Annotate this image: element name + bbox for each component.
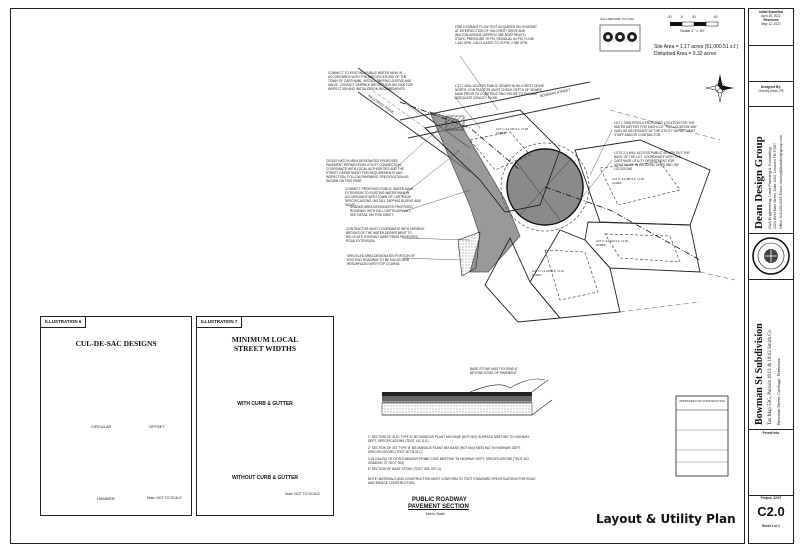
scale-tick-1: 0 bbox=[681, 15, 683, 19]
permit-label: Permit Info bbox=[762, 431, 780, 435]
cul-de-sac-label-offset: OFFSET bbox=[149, 424, 165, 429]
lot-label-3: LOT 3 / 12,810 S.F. / 0.29 ACRES bbox=[596, 239, 628, 247]
pavement-item-2: 2" SECTION OF 307 TYPE 'B' BITUMINOUS PLANT MIX BASE (HOT MIX) MEETING TN HIGHWAY DEPT. SPECIFICATIONS (TDOT 307-B-M-C) bbox=[368, 445, 522, 454]
project-number: Project: 22/07 bbox=[760, 496, 782, 500]
lot-label-2: LOT 2 / 12,480 S.F. / 0.29 ACRES bbox=[612, 177, 644, 185]
scale-label: Scale 1" = 30' bbox=[680, 28, 705, 33]
title-block bbox=[748, 8, 794, 544]
street-label-bowman: BOWMAN STREET bbox=[539, 87, 571, 99]
revisions-label: Revisions bbox=[763, 17, 779, 22]
cul-de-sac-label-hammer: HAMMER bbox=[97, 496, 115, 501]
permit-cell bbox=[749, 429, 793, 496]
initial-submittal-date: April 18, 2022 bbox=[761, 13, 781, 18]
sheet-title: Layout & Utility Plan bbox=[596, 512, 736, 526]
note-hatch: CROSS HATCH AREA DESIGNATES PROPOSED PAVEMENT REPAIR FROM UTILITY CONNECTION. COORDINATE WITH LOCAL AUTHORITIES AND THE STREET DEPARTMENT FOR REQUIREMENTS AND INSPECTION. FOLLOW PAVEMENT SPECIFICATION AS SHOWN ON THIS PAGE. bbox=[326, 159, 409, 183]
designed-by-label: Designed By: bbox=[760, 85, 782, 89]
pavement-title-1: PUBLIC ROADWAY bbox=[412, 497, 467, 503]
street-label-hillcrest: HILLCREST DRIVE bbox=[367, 93, 395, 115]
disturbed-area: Disturbed Area = 0.32 acres bbox=[654, 51, 717, 57]
revision-date: May 12, 2022 bbox=[761, 21, 781, 26]
engineer-seal-cell bbox=[749, 233, 793, 280]
designed-by-cell bbox=[749, 81, 793, 107]
note-lots-2-4: LOTS 2-4 WILL ACCESS PUBLIC SEWER OUT THE BACK OF THE LOT. COORDINATE WITH THE CARTHAGE UTILITY DEPARTMENT FOR ASSISTANCE IN LOCATING LINES AND TAP LOCATIONS. bbox=[614, 151, 690, 171]
street-width-label-curb: WITH CURB & GUTTER bbox=[237, 401, 293, 407]
scale-tick-2: 30 bbox=[692, 15, 696, 19]
illustration-7-title-1: MINIMUM LOCAL bbox=[231, 335, 299, 344]
scale-tick-3: 60 bbox=[714, 15, 718, 19]
scale-tick-0: 30 bbox=[668, 15, 672, 19]
title-block-dates bbox=[749, 9, 793, 46]
firm-cell bbox=[749, 105, 793, 234]
illustration-6-title: CUL-DE-SAC DESIGNS bbox=[75, 339, 157, 348]
pavement-item-3: 0.25 GAL/SQ YD OF BITUMINOUS PRIME COAT MEETING TN HIGHWAY DEPT. SPECIFICATIONS (TDOT 402, GRADING 'D' TDOT 303) bbox=[368, 456, 530, 465]
project-sub-1: Tax Map 53G, Parcels 18.01 & 18.02 Smith Co bbox=[768, 329, 773, 425]
note-shaded: SHADED AREA DESIGNATES PROPOSED ROADWAY WITH FULL DEPTH ASPHALT. SEE DETAIL ON THIS SHEET. bbox=[350, 205, 413, 217]
scale-bar bbox=[670, 22, 718, 26]
sheet-number-cell bbox=[749, 495, 793, 543]
initial-submittal-label: Initial Submittal bbox=[759, 10, 783, 14]
illustration-7-tag: ILLUSTRATION 7 bbox=[197, 317, 242, 328]
site-area: Site Area = 1.17 acres (51,000.51 s.f.) bbox=[654, 44, 739, 50]
note-hydrant: FIRE HYDRANT FLOW TEST ACQUIRED ON HYDRANT AT INTERSECTION OF HILLCREST DRIVE AND WALTON AVENUE (APPROX 365' NORTHEAST): STATIC PRESSURE 78 PSI, RESIDUAL 64 PSI, FLOW 1,160 GPM. CALCULATED TO 20 PSI: 2,982 GPM. bbox=[455, 25, 537, 45]
illustration-7-panel bbox=[196, 316, 334, 516]
illustration-7-note: Note: NOT TO SCALE bbox=[285, 492, 320, 496]
lot-label-1: LOT 1 / 12,340 S.F. / 0.28 ACRES bbox=[496, 127, 528, 135]
pavement-footnote: NOTE: MATERIALS AND CONSTRUCTION MUST CONFORM TO TDOT STANDARD SPECIFICATIONS FOR ROAD AND BRIDGE CONSTRUCTION. bbox=[368, 477, 536, 486]
pavement-title-2: PAVEMENT SECTION bbox=[408, 504, 469, 510]
pavement-item-1: 1" SECTION OF 411D TYPE 'D' BITUMINOUS PLANT MIX BASE (HOT MIX) SURFACE MEETING TN HIGHWAY DEPT. SPECIFICATIONS (TDOT 411-D-E) bbox=[368, 435, 530, 443]
project-sub-2: Bowman Street, Carthage, Tennessee bbox=[776, 358, 781, 425]
illustration-6-panel bbox=[40, 316, 192, 516]
lot-label-4: LOT 4 / 13,420 S.F. / 0.31 ACRES bbox=[532, 269, 564, 277]
approval-stamp-text: APPROVED FOR CONSTRUCTION bbox=[679, 399, 725, 403]
sheet-number: C2.0 bbox=[757, 503, 785, 519]
engineer-seal-icon bbox=[749, 233, 793, 279]
illustration-6-note: Note: NOT TO SCALE bbox=[147, 496, 182, 500]
pavement-legend bbox=[368, 436, 538, 486]
pavement-scale: Not to Scale bbox=[426, 512, 446, 516]
pavement-repair-hatch bbox=[446, 116, 464, 130]
illustration-6-tag: ILLUSTRATION 6 bbox=[41, 317, 86, 328]
illustration-7-title-2: STREET WIDTHS bbox=[233, 344, 297, 353]
note-lot1-sewer: LOT 1 WILL ACCESS PUBLIC SEWER IN HILLCREST DRIVE NORTH. CONTRACTOR MUST CHECK DEPTH OF SEWER MAIN PRIOR TO CONSTRUCTING HOUSE TO ENSURE ADEQUATE GRAVITY FLOW. bbox=[455, 84, 544, 100]
note-proposed-location: LOT 1 IDENTIFIES A PROPOSED LOCATION FOR THE WATER METERS FOR EACH LOT. THIS LOCATION MAY VARY AS NECESSARY BY THE UTILITY DEPARTMENT STAFF AND/OR CONTRACTOR. bbox=[614, 121, 697, 137]
note-connect-water: CONNECT TO EXISTING PUBLIC WATER MAIN IN ACCORDANCE WITH THE SPECIFICATIONS OF THE TOWN OF CARTHAGE. INSTALL TAPPING SLEEVE AND VALVE. CONTACT DERRICK BROOKS 615-000-0000 FOR INSPECTION AND INSTALLATION REQUIREMENTS. bbox=[328, 71, 413, 91]
street-width-label-nocurb: WITHOUT CURB & GUTTER bbox=[231, 475, 299, 481]
note-base-stone: BASE STONE MUST EXTEND 6" BEYOND EDGE OF PAVEMENT bbox=[470, 367, 518, 375]
pavement-section-detail bbox=[382, 379, 552, 415]
designed-by-name: Charley Dean, PE bbox=[758, 88, 784, 93]
project-cell bbox=[749, 279, 793, 430]
firm-sub-2: 1024 West Main Street, Suite 1002, Lebanon TN 37087 bbox=[773, 142, 777, 229]
cul-de-sac-label-circular: CIRCULAR bbox=[91, 424, 112, 429]
call-before-dig-text: CALL BEFORE YOU DIG bbox=[600, 17, 635, 21]
pavement-item-4: 6" SECTION OF BASE STONE (TDOT 303, GR. D) bbox=[368, 467, 441, 472]
approval-stamp-box bbox=[676, 396, 728, 476]
north-arrow bbox=[706, 74, 734, 102]
firm-sub-3: Office: 615-000-0000 Email: charley@deandesigngroup.com bbox=[779, 135, 783, 229]
note-contractor: CONTRACTOR MUST COORDINATE WITH DERRICK BROOKS OF THE WATER DEPARTMENT TO RELOCATE HYDRANT AWAY FROM PROPOSED ROAD EXTENSION. bbox=[346, 227, 425, 243]
call-before-dig-icon bbox=[600, 25, 640, 51]
firm-name: Dean Design Group bbox=[753, 136, 765, 229]
sheet-count: Sheet 1 of 1 bbox=[762, 523, 780, 528]
note-connect2: CONNECT PROPOSED PUBLIC WATER MAIN EXTENSION TO EXISTING WATER MAIN IN ACCORDANCE WITH TOWN OF CARTHAGE SPECIFICATIONS. INSTALL TAPPING SLEEVE AND VALVE. bbox=[345, 187, 421, 207]
firm-sub-1: Civil Engineering, Land Planning & Consulting bbox=[767, 147, 772, 229]
project-name: Bowman St Subdivision bbox=[754, 323, 765, 425]
note-speckled: SPECKLED AREA DESIGNATES PORTION OF EXISTING ROADWAY TO BE MILLED AND RESURFACED WITH TOP COURSE. bbox=[347, 254, 416, 266]
